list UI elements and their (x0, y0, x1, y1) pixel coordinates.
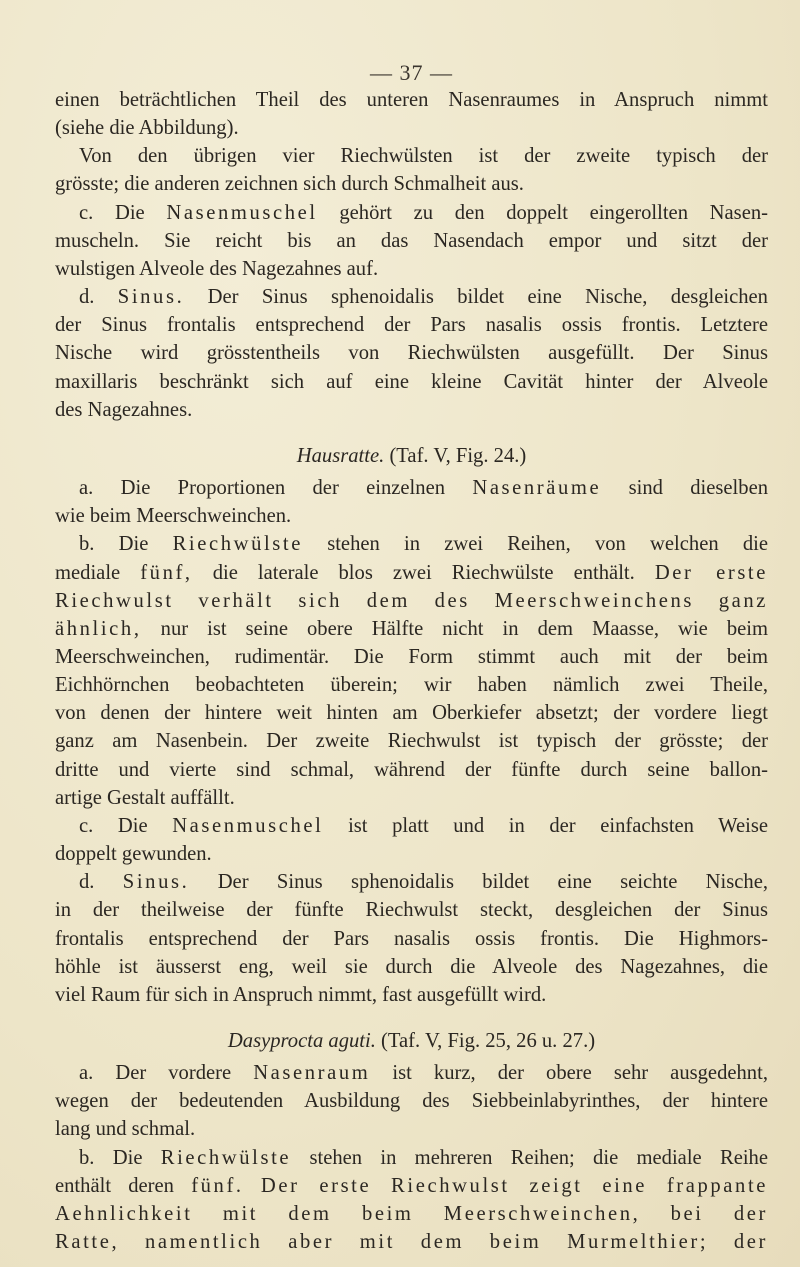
term-sinus: Sinus. (117, 286, 185, 309)
dasyprocta-section (55, 1059, 768, 1256)
text-line: enthält deren fünf. Der erste Riechwulst zeigt eine frappante (55, 1174, 769, 1197)
term-nasenmuschel: Nasenmuschel (166, 201, 318, 224)
figure-reference: (Taf. V, Fig. 25, 26 u. 27.) (381, 1030, 596, 1052)
text-line: d. Sinus. Der Sinus sphenoidalis bildet eine seichte Nische, (79, 871, 769, 894)
text-line: b. Die Riechwülste stehen in mehreren Reihen; die mediale Reihe (79, 1146, 768, 1169)
term-nasenraeume: Nasenräume (472, 477, 602, 500)
intro-section (55, 86, 768, 424)
term-fuenf: fünf. (191, 1174, 244, 1197)
text-line: frontalis entsprechend der Pars nasalis ossis frontis. Die Highmors- (55, 927, 768, 950)
text-line: c. Die Nasenmuschel gehört zu den doppelt eingerollten Nasen- (79, 201, 768, 224)
text-line: ganz am Nasenbein. Der zweite Riechwulst ist typisch der grösste; der (55, 730, 768, 753)
text-line: wulstigen Alveole des Nagezahnes auf. (55, 257, 379, 280)
text-line: einen beträchtlichen Theil des unteren Nasenraumes in Anspruch nimmt (55, 89, 768, 111)
text-line: Meerschweinchen, rudimentär. Die Form stimmt auch mit der beim (55, 645, 768, 668)
text-line: höhle ist äusserst eng, weil sie durch die Alveole des Nagezahnes, die (55, 955, 768, 978)
text-line: a. Der vordere Nasenraum ist kurz, der obere sehr ausgedehnt, (79, 1062, 768, 1085)
text-line: maxillaris beschränkt sich auf eine kleine Cavität hinter der Alveole (55, 370, 768, 393)
term-riechwuelste: Riechwülste (160, 1146, 292, 1169)
text-line: viel Raum für sich in Anspruch nimmt, fast ausgefüllt wird. (55, 983, 547, 1006)
page-number: — 37 — (370, 60, 453, 85)
term-sinus: Sinus. (122, 871, 190, 894)
text-line: b. Die Riechwülste stehen in zwei Reihen, von welchen die (79, 533, 768, 556)
text-line: Aehnlichkeit mit dem beim Meerschweinchen, bei der (55, 1202, 768, 1225)
text-line: a. Die Proportionen der einzelnen Nasenräume sind dieselben (79, 477, 769, 500)
hausratte-section (55, 474, 768, 1009)
species-name: Hausratte. (296, 444, 385, 467)
term-nasenmuschel: Nasenmuschel (172, 814, 324, 837)
text-line: doppelt gewunden. (55, 843, 212, 866)
text-line: Ratte, namentlich aber mit dem beim Murmelthier; der (55, 1231, 768, 1254)
text-line: Nische wird grösstentheils von Riechwülsten ausgefüllt. Der Sinus (55, 342, 768, 365)
text-line: ähnlich, nur ist seine obere Hälfte nicht in dem Maasse, wie beim (55, 617, 768, 640)
text-line: Eichhörnchen beobachteten überein; wir haben nämlich zwei Theile, (55, 674, 768, 697)
term-nasenraum: Nasenraum (253, 1062, 371, 1085)
text-line: d. Sinus. Der Sinus sphenoidalis bildet eine Nische, desgleichen (79, 286, 768, 309)
text-line: Riechwulst verhält sich dem des Meerschweinchens ganz (55, 589, 768, 612)
text-line: wie beim Meerschweinchen. (55, 505, 292, 528)
text-line: dritte und vierte sind schmal, während der fünfte durch seine ballon- (55, 758, 768, 781)
text-line: grösste; die anderen zeichnen sich durch Schmalheit aus. (55, 173, 524, 196)
text-line: muscheln. Sie reicht bis an das Nasendach empor und sitzt der (55, 229, 768, 252)
body-text (55, 86, 768, 1256)
section-heading-dasyprocta (55, 1027, 768, 1055)
text-line: des Nagezahnes. (55, 398, 193, 421)
text-line: der Sinus frontalis entsprechend der Pars nasalis ossis frontis. Letztere (55, 314, 768, 337)
section-heading-hausratte (55, 442, 768, 470)
figure-reference: (Taf. V, Fig. 24.) (389, 444, 527, 467)
text-line: in der theilweise der fünfte Riechwulst steckt, desgleichen der Sinus (55, 899, 768, 922)
text-line: Von den übrigen vier Riechwülsten ist der zweite typisch der (79, 145, 768, 168)
term-riechwuelste: Riechwülste (172, 533, 303, 556)
text-line: wegen der bedeutenden Ausbildung des Siebbeinlabyrinthes, der hintere (55, 1090, 768, 1113)
text-line: von denen der hintere weit hinten am Oberkiefer absetzt; der vordere liegt (55, 702, 768, 725)
text-line: artige Gestalt auffällt. (55, 786, 235, 809)
text-line: c. Die Nasenmuschel ist platt und in der einfachsten Weise (79, 814, 768, 837)
term-fuenf: fünf, (140, 561, 193, 584)
species-name: Dasyprocta aguti. (227, 1030, 376, 1052)
text-line: mediale fünf, die laterale blos zwei Riechwülste enthält. Der erste (55, 561, 768, 584)
text-line: (siehe die Abbildung). (55, 117, 239, 140)
text-line: lang und schmal. (55, 1118, 196, 1141)
